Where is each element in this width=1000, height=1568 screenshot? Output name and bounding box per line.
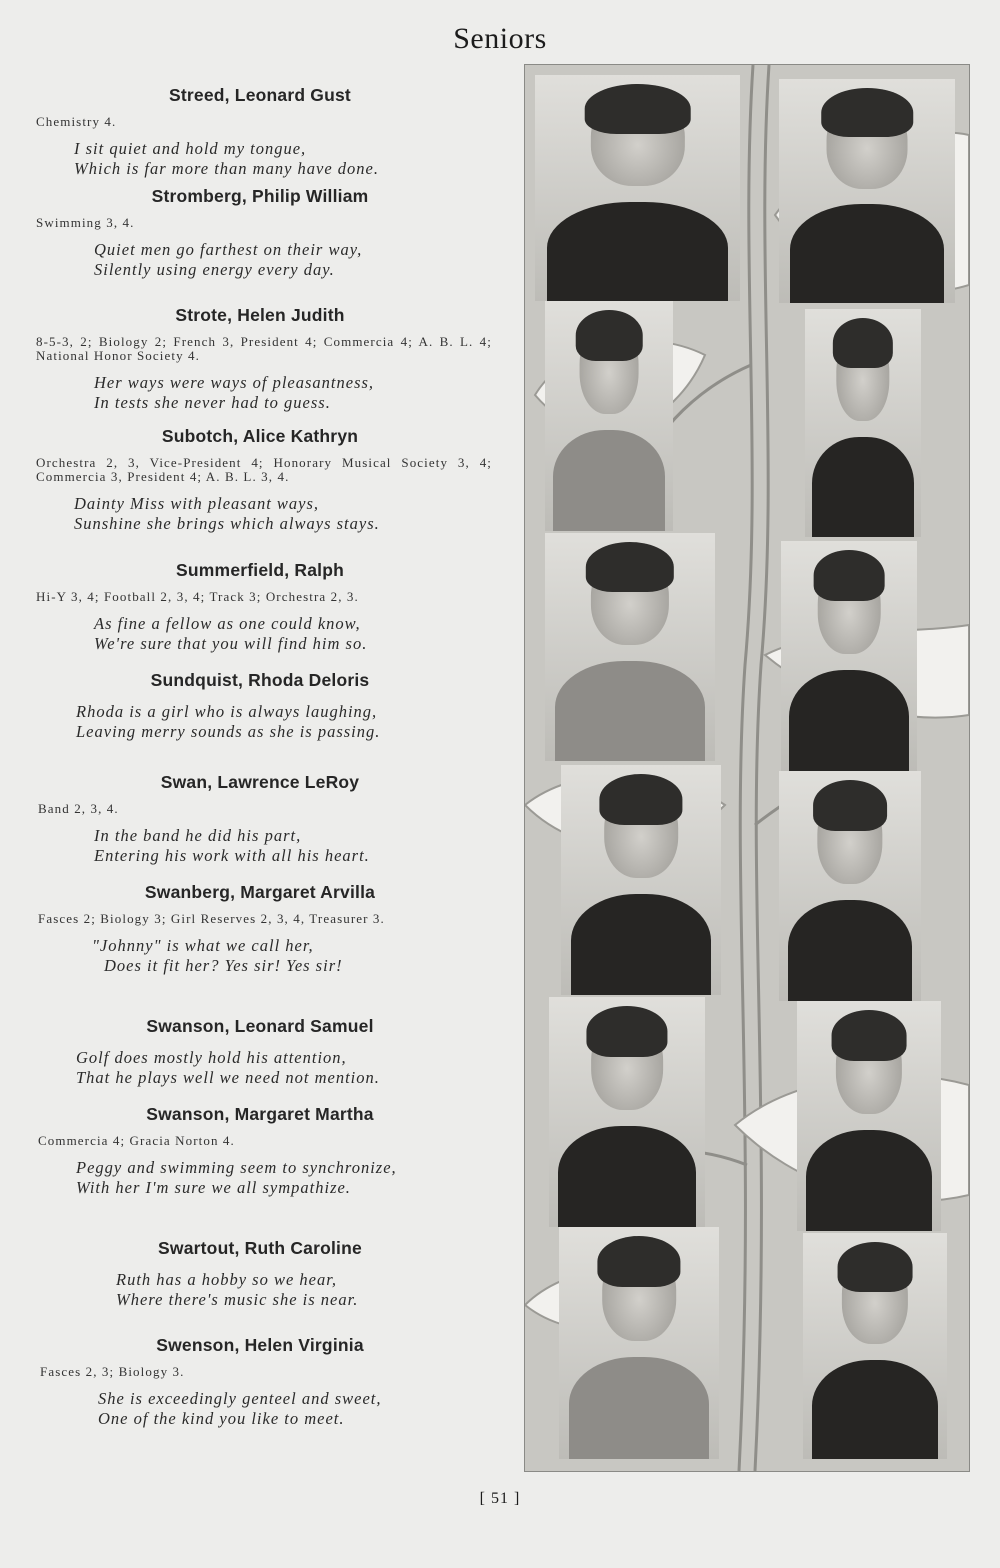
senior-verse [76,702,520,742]
senior-entry [0,1333,520,1429]
verse-line: Silently using energy every day. [94,260,335,279]
senior-activities: Orchestra 2, 3, Vice-President 4; Honorary Musical Society 3, 4; Commercia 3, President 4; A. B. L. 3, 4. [36,455,492,484]
senior-portrait [561,765,721,995]
senior-activities: Fasces 2, 3; Biology 3. [40,1364,185,1379]
senior-name: Streed, Leonard Gust [169,85,351,105]
senior-verse [92,936,520,976]
senior-portrait [781,541,917,771]
senior-verse [94,826,520,866]
senior-portrait [797,1001,941,1231]
verse-line: That he plays well we need not mention. [76,1068,380,1087]
page-title: Seniors [453,22,547,55]
senior-portrait [545,301,673,531]
senior-name: Summerfield, Ralph [176,560,344,580]
senior-activities: Band 2, 3, 4. [38,801,119,816]
senior-verse [74,494,520,534]
senior-name: Sundquist, Rhoda Deloris [150,670,370,690]
verse-line: Sunshine she brings which always stays. [74,514,380,533]
verse-line: I sit quiet and hold my tongue, [74,139,307,158]
senior-entry [0,424,520,534]
verse-line: Dainty Miss with pleasant ways, [74,494,320,513]
portrait-panel [524,64,970,1472]
senior-verse [76,1158,520,1198]
page-number: [ 51 ] [479,1490,521,1507]
verse-line: Which is far more than many have done. [74,159,380,178]
senior-verse [76,1048,520,1088]
senior-portrait [559,1227,719,1459]
verse-line: She is exceedingly genteel and sweet, [98,1389,382,1408]
senior-name: Subotch, Alice Kathryn [161,426,359,446]
senior-verse [94,240,520,280]
senior-entry [0,668,520,742]
senior-entry [0,770,520,866]
senior-verse [116,1270,520,1310]
verse-line: In the band he did his part, [94,826,302,845]
senior-verse [94,373,520,413]
senior-name: Swanson, Margaret Martha [146,1104,374,1124]
senior-name: Stromberg, Philip William [151,186,369,206]
senior-entry [0,1236,520,1310]
senior-portrait [535,75,740,301]
senior-name: Swan, Lawrence LeRoy [160,772,360,792]
senior-portrait [549,997,705,1227]
senior-name: Strote, Helen Judith [175,305,345,325]
senior-entry [0,184,520,280]
senior-name: Swanberg, Margaret Arvilla [144,882,376,902]
senior-activities: Commercia 4; Gracia Norton 4. [38,1133,235,1148]
verse-line: We're sure that you will find him so. [94,634,368,653]
verse-line: Rhoda is a girl who is always laughing, [76,702,378,721]
senior-entry [0,303,520,413]
verse-line: Quiet men go farthest on their way, [94,240,363,259]
senior-activities: Swimming 3, 4. [36,215,135,230]
senior-entry [0,1102,520,1198]
verse-line: One of the kind you like to meet. [98,1409,345,1428]
verse-line: Where there's music she is near. [116,1290,359,1309]
senior-name: Swenson, Helen Virginia [156,1335,364,1355]
senior-name: Swartout, Ruth Caroline [158,1238,362,1258]
senior-portrait [779,771,921,1001]
senior-activities: Fasces 2; Biology 3; Girl Reserves 2, 3, 4, Treasurer 3. [38,911,385,926]
senior-verse [94,614,520,654]
senior-entry [0,1014,520,1088]
senior-portrait [779,79,955,303]
senior-activities: 8-5-3, 2; Biology 2; French 3, President 4; Commercia 4; A. B. L. 4; National Honor Society 4. [36,334,492,363]
verse-line: Golf does mostly hold his attention, [76,1048,347,1067]
senior-portrait [805,309,921,537]
senior-portrait [545,533,715,761]
verse-line: Ruth has a hobby so we hear, [116,1270,337,1289]
verse-line: Does it fit her? Yes sir! Yes sir! [104,956,343,975]
senior-portrait [803,1233,947,1459]
verse-line: Leaving merry sounds as she is passing. [76,722,381,741]
verse-line: With her I'm sure we all sympathize. [76,1178,351,1197]
senior-activities: Chemistry 4. [36,114,117,129]
verse-line: Her ways were ways of pleasantness, [94,373,375,392]
senior-entry [0,83,520,179]
verse-line: As fine a fellow as one could know, [94,614,361,633]
senior-entry [0,558,520,654]
senior-activities: Hi-Y 3, 4; Football 2, 3, 4; Track 3; Orchestra 2, 3. [36,589,359,604]
verse-line: In tests she never had to guess. [94,393,331,412]
senior-verse [98,1389,520,1429]
senior-entry [0,880,520,976]
verse-line: Peggy and swimming seem to synchronize, [76,1158,397,1177]
senior-verse [74,139,520,179]
verse-line: "Johnny" is what we call her, [92,936,314,955]
senior-name: Swanson, Leonard Samuel [146,1016,374,1036]
verse-line: Entering his work with all his heart. [94,846,370,865]
